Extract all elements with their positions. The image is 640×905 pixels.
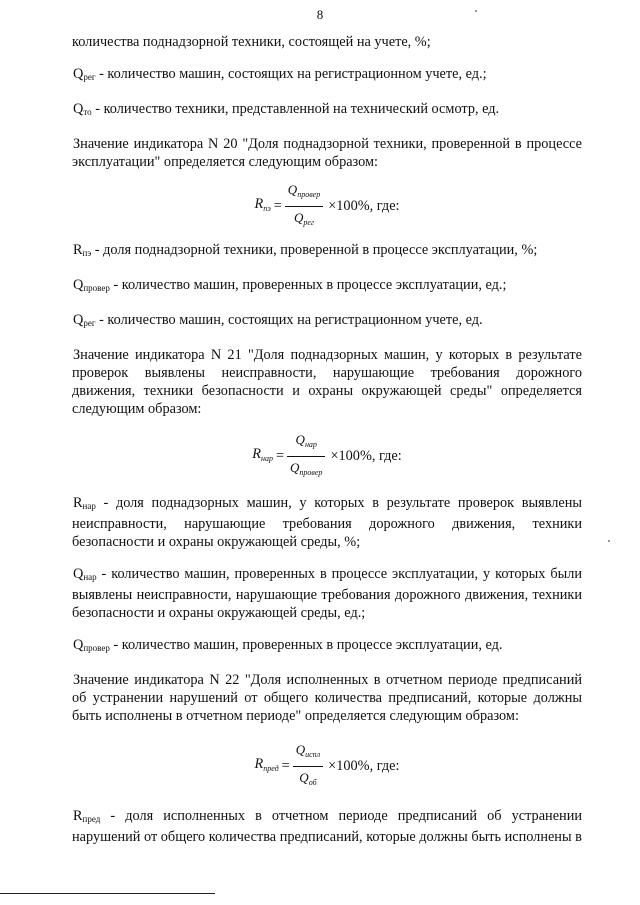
- denominator: $Q_{рег}$: [293, 209, 315, 227]
- equals-sign: =: [281, 758, 290, 774]
- formula-lhs: $R_{нар}$: [252, 445, 273, 463]
- formula-tail: ×100%, где:: [328, 198, 400, 214]
- symbol: $Q_{провер}$: [73, 637, 110, 653]
- scan-speck: [608, 540, 610, 542]
- symbol: $Q_{нар}$: [73, 566, 97, 582]
- numerator: $Q_{провер}$: [287, 181, 321, 199]
- formula-tail: ×100%, где:: [330, 448, 402, 464]
- definition-paragraph: $Q_{провер}$ - количество машин, проверенных в процессе эксплуатации, ед.: [73, 637, 503, 653]
- indicator-paragraph: Значение индикатора N 21 "Доля поднадзорных машин, у которых в результате проверок выявлены неисправности, нарушающие требования дорожного движения, техники безопасности и охраны окружающей среды" определяется следующим образом:: [72, 347, 582, 417]
- symbol: $Q_{рег}$: [73, 312, 96, 328]
- fraction: [285, 181, 323, 232]
- numerator: $Q_{нар}$: [295, 431, 317, 449]
- document-body: [72, 33, 582, 846]
- symbol: $R_{нар}$: [73, 495, 96, 511]
- formula-indicator-22: [72, 725, 582, 807]
- formula-tail: ×100%, где:: [328, 758, 400, 774]
- definition-paragraph: $Q_{то}$ - количество техники, представленной на технический осмотр, ед.: [73, 101, 500, 117]
- denominator: $Q_{об}$: [299, 769, 317, 787]
- equals-sign: =: [275, 448, 285, 464]
- equals-sign: =: [273, 198, 282, 214]
- symbol: $Q_{то}$: [73, 101, 92, 117]
- definition-paragraph: $Q_{провер}$ - количество машин, проверенных в процессе эксплуатации, ед.;: [73, 277, 507, 293]
- footer-rule: [0, 893, 215, 894]
- paragraph: количества поднадзорной техники, состоящей на учете, %;: [72, 34, 431, 50]
- scan-speck: [475, 10, 477, 12]
- indicator-paragraph: Значение индикатора N 22 "Доля исполненных в отчетном периоде предписаний об устранении нарушений от общего количества предписаний, которые должны быть исполнены в отчетном периоде" определяется следующим образом:: [72, 672, 582, 724]
- definition-paragraph: $R_{нар}$ - доля поднадзорных машин, у которых в результате проверок выявлены неисправности, нарушающие требования дорожного движения, техники безопасности и охраны окружающей среды, %;: [72, 495, 582, 550]
- definition-paragraph: $R_{пэ}$ - доля поднадзорной техники, проверенной в процессе эксплуатации, %;: [73, 242, 538, 258]
- indicator-paragraph: Значение индикатора N 20 "Доля поднадзорной техники, проверенной в процессе эксплуатации" определяется следующим образом:: [72, 136, 582, 170]
- definition-paragraph: $R_{пред}$ - доля исполненных в отчетном периоде предписаний об устранении нарушений от общего количества предписаний, которые должны быть исполнены в: [72, 808, 582, 845]
- symbol: $R_{пред}$: [73, 808, 101, 824]
- formula-lhs: $R_{пэ}$: [254, 195, 271, 213]
- formula-lhs: $R_{пред}$: [254, 755, 279, 773]
- formula-indicator-21: [72, 418, 582, 494]
- definition-paragraph: $Q_{рег}$ - количество машин, состоящих на регистрационном учете, ед.;: [73, 66, 487, 82]
- denominator: $Q_{провер}$: [290, 459, 323, 477]
- formula-indicator-20: [72, 171, 582, 241]
- symbol: $R_{пэ}$: [73, 242, 92, 258]
- numerator: $Q_{испл}$: [295, 741, 321, 759]
- symbol: $Q_{рег}$: [73, 66, 96, 82]
- fraction: [287, 431, 325, 482]
- fraction-bar: [285, 206, 323, 207]
- definition-paragraph: $Q_{рег}$ - количество машин, состоящих на регистрационном учете, ед.: [73, 312, 483, 328]
- fraction: [293, 741, 323, 792]
- page-number: 8: [316, 7, 324, 22]
- fraction-bar: [287, 456, 325, 457]
- symbol: $Q_{провер}$: [73, 277, 110, 293]
- fraction-bar: [293, 766, 323, 767]
- definition-paragraph: $Q_{нар}$ - количество машин, проверенных в процессе эксплуатации, у которых были выявлены неисправности, нарушающие требования дорожного движения, техники безопасности и охраны окружающей среды, ед.;: [72, 566, 582, 621]
